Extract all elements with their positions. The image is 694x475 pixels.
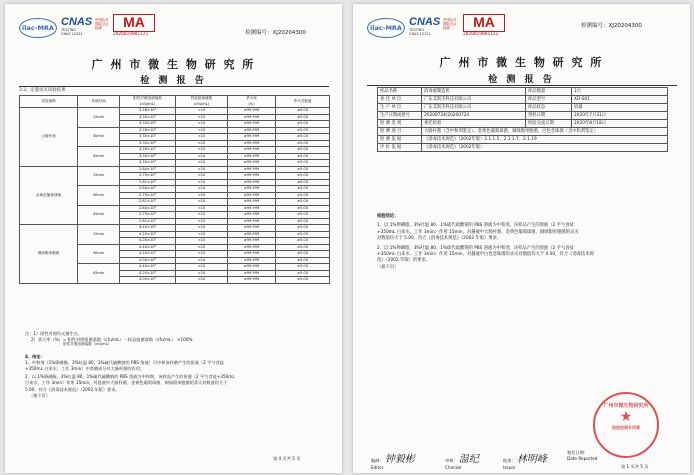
info-value: 机器 bbox=[572, 104, 668, 112]
cma-mark: MA bbox=[113, 14, 155, 32]
info-label: 生产日期或批号 bbox=[378, 112, 422, 120]
info-value: 样品型号 bbox=[526, 96, 572, 104]
table-cell: <10 bbox=[176, 231, 228, 238]
note-line: 注：1）阳性对照均无菌生长。 bbox=[25, 331, 83, 336]
table-cell: 3.33×10⁶ bbox=[120, 160, 176, 167]
institute-title: 广 州 市 微 生 物 研 究 所 bbox=[439, 56, 604, 69]
official-seal bbox=[593, 392, 659, 458]
table-cell: ≥5.00 bbox=[276, 199, 330, 206]
table-cell: <10 bbox=[176, 134, 228, 141]
page-footer: 第 1 页共 5 页 bbox=[621, 464, 649, 469]
table-cell: 3.30×10⁶ bbox=[120, 153, 176, 160]
note-line: 2、以 1%卵磷脂、3%吐温 80、1%硫代硫酸钠的 PBS 溶液为中和剂，该样品产生的原液（2 平勺食盐+350mL bbox=[25, 374, 235, 380]
section-heading: 3.2、定量杀灭试验结果 bbox=[19, 88, 66, 93]
info-row bbox=[378, 120, 668, 128]
table-header-cell: 样品组菌落数 (cfu/mL) bbox=[176, 96, 228, 108]
table-cell: <10 bbox=[176, 277, 228, 284]
table-header-cell: 阳性对照组菌落数 (cfu/mL) bbox=[120, 96, 176, 108]
info-value: 20200724/20200724 bbox=[422, 112, 526, 120]
table-cell: ≥5.00 bbox=[276, 257, 330, 264]
table-cell: 4.00×10⁶ bbox=[120, 277, 176, 284]
table-cell: ≥5.00 bbox=[276, 264, 330, 271]
report-page-1 bbox=[353, 4, 690, 473]
seal-star-icon: ★ bbox=[619, 409, 633, 425]
issuer-label-en: Issuer bbox=[503, 465, 516, 470]
table-cell: ≥99.999 bbox=[228, 257, 276, 264]
table-cell: ≥5.00 bbox=[276, 251, 330, 258]
conclusion-line: +350mL 白来水，工作 3min）作用 15min，对悬液中大肠杆菌、金黄色葡萄球菌、铜绿假单胞菌的杀灭 bbox=[377, 229, 579, 235]
table-cell: ≥99.999 bbox=[228, 173, 276, 180]
info-value: 委托检验 bbox=[422, 120, 526, 128]
info-table-wrap bbox=[377, 87, 668, 152]
editor-signature: 钟毅彬 bbox=[384, 454, 415, 465]
time-cell: 30min bbox=[78, 186, 120, 206]
cma-number: 2020019001121 bbox=[113, 32, 149, 37]
note-line: 5.00，符合《消毒技术规范》（2002 年版）要求。 bbox=[25, 386, 120, 392]
info-value: 到样日期 bbox=[526, 112, 572, 120]
table-cell: 2.84×10⁶ bbox=[120, 205, 176, 212]
cma-number: 2020019001121 bbox=[463, 32, 499, 37]
accreditation-line: 中国认可 bbox=[443, 18, 457, 22]
report-title: 检 测 报 告 bbox=[140, 76, 207, 86]
table-cell: 2.79×10⁶ bbox=[120, 173, 176, 180]
time-cell: 30min bbox=[78, 127, 120, 147]
strain-cell: 金黄色葡萄球菌 bbox=[20, 166, 78, 225]
editor-field bbox=[371, 450, 415, 470]
table-cell: 4.20×10⁶ bbox=[120, 231, 176, 238]
checker-label: 审核： bbox=[445, 458, 458, 463]
table-cell: <10 bbox=[176, 192, 228, 199]
table-cell: <10 bbox=[176, 108, 228, 115]
table-cell: <10 bbox=[176, 153, 228, 160]
table-cell: <10 bbox=[176, 173, 228, 180]
results-table bbox=[19, 95, 330, 284]
table-cell: 3.30×10⁶ bbox=[120, 134, 176, 141]
results-table-wrap bbox=[19, 95, 330, 284]
table-header-cell: 杀灭对数值 bbox=[276, 96, 330, 108]
table-cell: ≥99.999 bbox=[228, 218, 276, 225]
info-row bbox=[378, 128, 668, 136]
cnas-number: CNAS L0121 bbox=[409, 32, 431, 36]
table-cell: 3.33×10⁶ bbox=[120, 140, 176, 147]
table-cell: ≥5.00 bbox=[276, 231, 330, 238]
table-cell: 2.81×10⁶ bbox=[120, 199, 176, 206]
table-cell: 2.81×10⁶ bbox=[120, 179, 176, 186]
info-row bbox=[378, 144, 668, 152]
time-cell: 30min bbox=[78, 244, 120, 264]
table-cell: 3.28×10⁶ bbox=[120, 127, 176, 134]
info-value: 1台 bbox=[572, 88, 668, 96]
table-cell: 2.81×10⁶ bbox=[120, 218, 176, 225]
time-cell: 45min bbox=[78, 147, 120, 167]
checker-label-en: Checker bbox=[445, 465, 463, 470]
cnas-logo bbox=[61, 16, 92, 36]
table-cell: 3.28×10⁶ bbox=[120, 108, 176, 115]
table-cell: <10 bbox=[176, 114, 228, 121]
info-value: 消毒液制造机 bbox=[422, 88, 526, 96]
table-cell: ≥5.00 bbox=[276, 244, 330, 251]
note-line: 1、中和剂（1%卵磷脂、3%吐温 80、1%硫代硫酸钠的 PBS 溶液）可中和该杆菌产生的原液（2 平勺食盐 bbox=[25, 359, 224, 365]
table-cell: ≥99.999 bbox=[228, 199, 276, 206]
info-value: 《消毒技术规范》（2002年版）2.1.1.5、2.1.1.7、2.1.19 bbox=[422, 136, 668, 144]
editor-label-en: Editor bbox=[371, 465, 384, 470]
cnas-sub-text: TESTING bbox=[409, 28, 425, 32]
table-cell: 4.20×10⁶ bbox=[120, 270, 176, 277]
table-cell: ≥99.999 bbox=[228, 251, 276, 258]
table-header-cell: 杀灭率 (%) bbox=[228, 96, 276, 108]
seal-name: 广州市微生物研究所 bbox=[603, 403, 649, 409]
info-label: 检 测 类 别 bbox=[378, 120, 422, 128]
institute-title: 广 州 市 微 生 物 研 究 所 bbox=[91, 58, 256, 71]
table-cell: ≥5.00 bbox=[276, 121, 330, 128]
date-label: 签发日期： bbox=[567, 450, 588, 455]
info-value: 《消毒技术规范》（2002年版） bbox=[422, 144, 668, 152]
info-value: 2020年7月31日 bbox=[572, 112, 668, 120]
table-cell: <10 bbox=[176, 140, 228, 147]
table-cell: <10 bbox=[176, 121, 228, 128]
table-cell: ≥99.999 bbox=[228, 140, 276, 147]
table-cell: ≥5.00 bbox=[276, 166, 330, 173]
table-cell: <10 bbox=[176, 264, 228, 271]
table-header-cell: 试验菌株 bbox=[20, 96, 78, 108]
table-cell: ≥5.00 bbox=[276, 127, 330, 134]
date-field bbox=[567, 450, 597, 461]
info-value: 样品数量 bbox=[526, 88, 572, 96]
table-cell: <10 bbox=[176, 251, 228, 258]
conclusion-heading: 检验结论： bbox=[377, 214, 399, 219]
table-cell: ≥5.00 bbox=[276, 277, 330, 284]
info-value: 2020年8月18日 bbox=[572, 120, 668, 128]
time-cell: 15min bbox=[78, 108, 120, 128]
info-value: 大肠杆菌（含中和剂鉴定）、金黄色葡萄球菌、铜绿假单胞菌、白色念珠菌（含中和剂鉴定） bbox=[422, 128, 668, 136]
info-value: 样品状态 bbox=[526, 104, 572, 112]
table-cell: ≥99.999 bbox=[228, 225, 276, 232]
report-number: 检测编号：XJ20204300 bbox=[581, 23, 642, 29]
cnas-logo-text: CNAS bbox=[61, 16, 93, 28]
table-cell: <10 bbox=[176, 244, 228, 251]
time-cell: 45min bbox=[78, 264, 120, 284]
info-label: 生 产 单 位 bbox=[378, 104, 422, 112]
info-value: 检验完成日期 bbox=[526, 120, 572, 128]
table-cell: ≥5.00 bbox=[276, 140, 330, 147]
accreditation-label bbox=[95, 18, 109, 30]
title-rule bbox=[19, 86, 329, 87]
notes-block bbox=[25, 331, 330, 399]
page-footer: 第 4 页共 5 页 bbox=[273, 456, 301, 461]
table-cell: ≥99.999 bbox=[228, 127, 276, 134]
table-cell: ≥99.999 bbox=[228, 277, 276, 284]
table-cell: 2.84×10⁶ bbox=[120, 186, 176, 193]
table-header-cell: 作用时间 bbox=[78, 96, 120, 108]
accreditation-line: 中国认可 bbox=[95, 18, 109, 22]
table-cell: ≥5.00 bbox=[276, 179, 330, 186]
table-cell: ≥5.00 bbox=[276, 212, 330, 219]
conclusion-block bbox=[377, 214, 673, 271]
accreditation-label bbox=[443, 18, 457, 30]
table-cell: ≥99.999 bbox=[228, 179, 276, 186]
table-cell: ≥5.00 bbox=[276, 205, 330, 212]
info-value: XD-S01 bbox=[572, 96, 668, 104]
report-number: 检测编号：XJ20204300 bbox=[245, 30, 306, 36]
table-cell: 3.28×10⁶ bbox=[120, 147, 176, 154]
cnas-sub-text: TESTING bbox=[61, 28, 77, 32]
table-cell: 3.30×10⁶ bbox=[120, 114, 176, 121]
info-value: 广东艾斯杰科技有限公司 bbox=[422, 104, 526, 112]
table-cell: ≥99.999 bbox=[228, 160, 276, 167]
conclusion-heading: 4、结论： bbox=[25, 353, 45, 359]
continued-note: （接下页） bbox=[377, 264, 399, 270]
info-label: 检 测 项 目 bbox=[378, 128, 422, 136]
table-cell: ≥99.999 bbox=[228, 186, 276, 193]
accreditation-line: 国际互认 bbox=[95, 22, 109, 26]
table-cell: 4.40×10⁶ bbox=[120, 244, 176, 251]
table-cell: ≥5.00 bbox=[276, 238, 330, 245]
table-cell: ≥99.999 bbox=[228, 264, 276, 271]
title-rule bbox=[367, 85, 677, 86]
cma-logo bbox=[113, 14, 155, 37]
table-cell: ≥5.00 bbox=[276, 173, 330, 180]
table-cell: ≥5.00 bbox=[276, 192, 330, 199]
info-value: 广东艾斯杰科技有限公司 bbox=[422, 96, 526, 104]
info-label: 评 价 依 据 bbox=[378, 144, 422, 152]
table-cell: ≥99.999 bbox=[228, 108, 276, 115]
ilac-mra-logo: ilac-MRA bbox=[367, 18, 405, 38]
table-cell: ≥99.999 bbox=[228, 212, 276, 219]
checker-field bbox=[445, 450, 479, 470]
accreditation-line: 检测 bbox=[95, 26, 102, 30]
info-label: 样品名称 bbox=[378, 88, 422, 96]
table-cell: 3.33×10⁶ bbox=[120, 121, 176, 128]
checker-signature: 温纪 bbox=[458, 454, 479, 465]
table-cell: <10 bbox=[176, 257, 228, 264]
table-cell: <10 bbox=[176, 205, 228, 212]
table-cell: ≥5.00 bbox=[276, 134, 330, 141]
date-label-en: Date Reported bbox=[567, 456, 598, 461]
table-cell: ≥99.999 bbox=[228, 192, 276, 199]
cnas-number: CNAS L0121 bbox=[61, 32, 83, 36]
continued-note: （接下页） bbox=[29, 392, 50, 398]
table-cell: <10 bbox=[176, 212, 228, 219]
issuer-field bbox=[503, 450, 547, 470]
table-cell: ≥5.00 bbox=[276, 160, 330, 167]
note-line: 阳性对照组菌落数（cfu/mL） bbox=[63, 342, 112, 347]
info-label: 检 测 依 据 bbox=[378, 136, 422, 144]
conclusion-line: 1、以 1%卵磷脂、3%吐温 80、1%硫代硫酸钠的 PBS 溶液为中和剂，该样品产生的原液（2 平勺食盐 bbox=[377, 223, 574, 229]
table-cell: ≥99.999 bbox=[228, 153, 276, 160]
table-cell: ≥99.999 bbox=[228, 121, 276, 128]
time-cell: 15min bbox=[78, 225, 120, 245]
conclusion-line: 2、以 1%卵磷脂、3%吐温 80、1%硫代硫酸钠的 PBS 溶液为中和剂，该样品产生的原液（2 平勺食盐 bbox=[377, 245, 574, 251]
table-cell: ≥5.00 bbox=[276, 218, 330, 225]
editor-label: 编制： bbox=[371, 458, 384, 463]
table-cell: ≥99.999 bbox=[228, 238, 276, 245]
cnas-logo bbox=[409, 16, 440, 36]
table-cell: 4.40×10⁶ bbox=[120, 264, 176, 271]
ilac-mra-logo: ilac-MRA bbox=[19, 18, 57, 38]
info-row bbox=[378, 112, 668, 120]
table-cell: ≥99.999 bbox=[228, 205, 276, 212]
table-cell: <10 bbox=[176, 199, 228, 206]
table-cell: ≥99.999 bbox=[228, 114, 276, 121]
info-row bbox=[378, 88, 668, 96]
table-header-row bbox=[20, 96, 330, 108]
table-cell: 4.00×10⁶ bbox=[120, 257, 176, 264]
table-cell: 4.40×10⁶ bbox=[120, 225, 176, 232]
table-cell: <10 bbox=[176, 218, 228, 225]
strain-cell: 铜绿假单胞菌 bbox=[20, 225, 78, 284]
table-cell: ≥99.999 bbox=[228, 231, 276, 238]
table-cell: ≥5.00 bbox=[276, 108, 330, 115]
seal-subtitle: 检验检测专用章 bbox=[612, 425, 640, 430]
table-cell: ≥99.999 bbox=[228, 147, 276, 154]
info-row bbox=[378, 96, 668, 104]
accreditation-line: 国际互认 bbox=[443, 22, 457, 26]
issuer-signature: 林明峰 bbox=[516, 454, 547, 465]
cnas-logo-text: CNAS bbox=[409, 16, 441, 28]
table-cell: <10 bbox=[176, 147, 228, 154]
table-cell: ≥5.00 bbox=[276, 114, 330, 121]
table-cell: <10 bbox=[176, 127, 228, 134]
table-cell: ≥5.00 bbox=[276, 270, 330, 277]
table-cell: ≥99.999 bbox=[228, 134, 276, 141]
conclusion-line: 对数值均大于 5.00，符合《消毒技术规范》（2002 年版）要求。 bbox=[377, 236, 502, 242]
table-cell: <10 bbox=[176, 238, 228, 245]
table-cell: <10 bbox=[176, 179, 228, 186]
issuer-label: 批准： bbox=[503, 458, 516, 463]
info-row bbox=[378, 104, 668, 112]
cma-mark: MA bbox=[463, 14, 505, 32]
table-cell: <10 bbox=[176, 186, 228, 193]
table-cell: <10 bbox=[176, 166, 228, 173]
note-line: 2）杀灭率（%）= 阳性对照组菌落数（cfu/mL）－样品组菌落数（cfu/mL） ×100% bbox=[31, 337, 193, 343]
table-cell: ≥99.999 bbox=[228, 270, 276, 277]
table-cell: 4.20×10⁶ bbox=[120, 251, 176, 258]
table-cell: 2.79×10⁶ bbox=[120, 192, 176, 199]
table-cell: <10 bbox=[176, 160, 228, 167]
time-cell: 15min bbox=[78, 166, 120, 186]
info-label: 委 托 单 位 bbox=[378, 96, 422, 104]
time-cell: 45min bbox=[78, 205, 120, 225]
table-cell: ≥5.00 bbox=[276, 147, 330, 154]
table-cell: 2.84×10⁶ bbox=[120, 166, 176, 173]
table-cell: <10 bbox=[176, 270, 228, 277]
sample-info-table bbox=[377, 87, 668, 152]
table-cell: ≥5.00 bbox=[276, 225, 330, 232]
report-title: 检 测 报 告 bbox=[488, 75, 555, 85]
table-cell: ≥5.00 bbox=[276, 153, 330, 160]
cma-logo bbox=[463, 14, 505, 37]
note-line: +350mL 白来水，工作 3min）中杀菌成分对大肠杆菌的作用。 bbox=[25, 366, 145, 372]
table-cell: ≥99.999 bbox=[228, 166, 276, 173]
note-line: 白来水，工作 3min）作用 15min，对悬液中大肠杆菌、金黄色葡萄球菌、铜绿假单胞菌的杀灭对数值均大于 bbox=[25, 380, 228, 386]
info-row bbox=[378, 136, 668, 144]
table-cell: <10 bbox=[176, 225, 228, 232]
table-cell: ≥99.999 bbox=[228, 244, 276, 251]
accreditation-line: 检测 bbox=[443, 26, 450, 30]
conclusion-line: +350mL 白来水，工作 3min）作用 15min，对悬液中白色念珠菌的杀灭对数值均大于 4.00，符合《消毒技术规 bbox=[377, 252, 594, 258]
table-cell: ≥5.00 bbox=[276, 186, 330, 193]
table-cell: 4.00×10⁶ bbox=[120, 238, 176, 245]
strain-cell: 大肠杆菌 bbox=[20, 108, 78, 167]
report-page-4 bbox=[5, 4, 342, 473]
table-cell: 2.79×10⁶ bbox=[120, 212, 176, 219]
conclusion-line: 范》（2002 年版）的要求。 bbox=[377, 258, 431, 264]
